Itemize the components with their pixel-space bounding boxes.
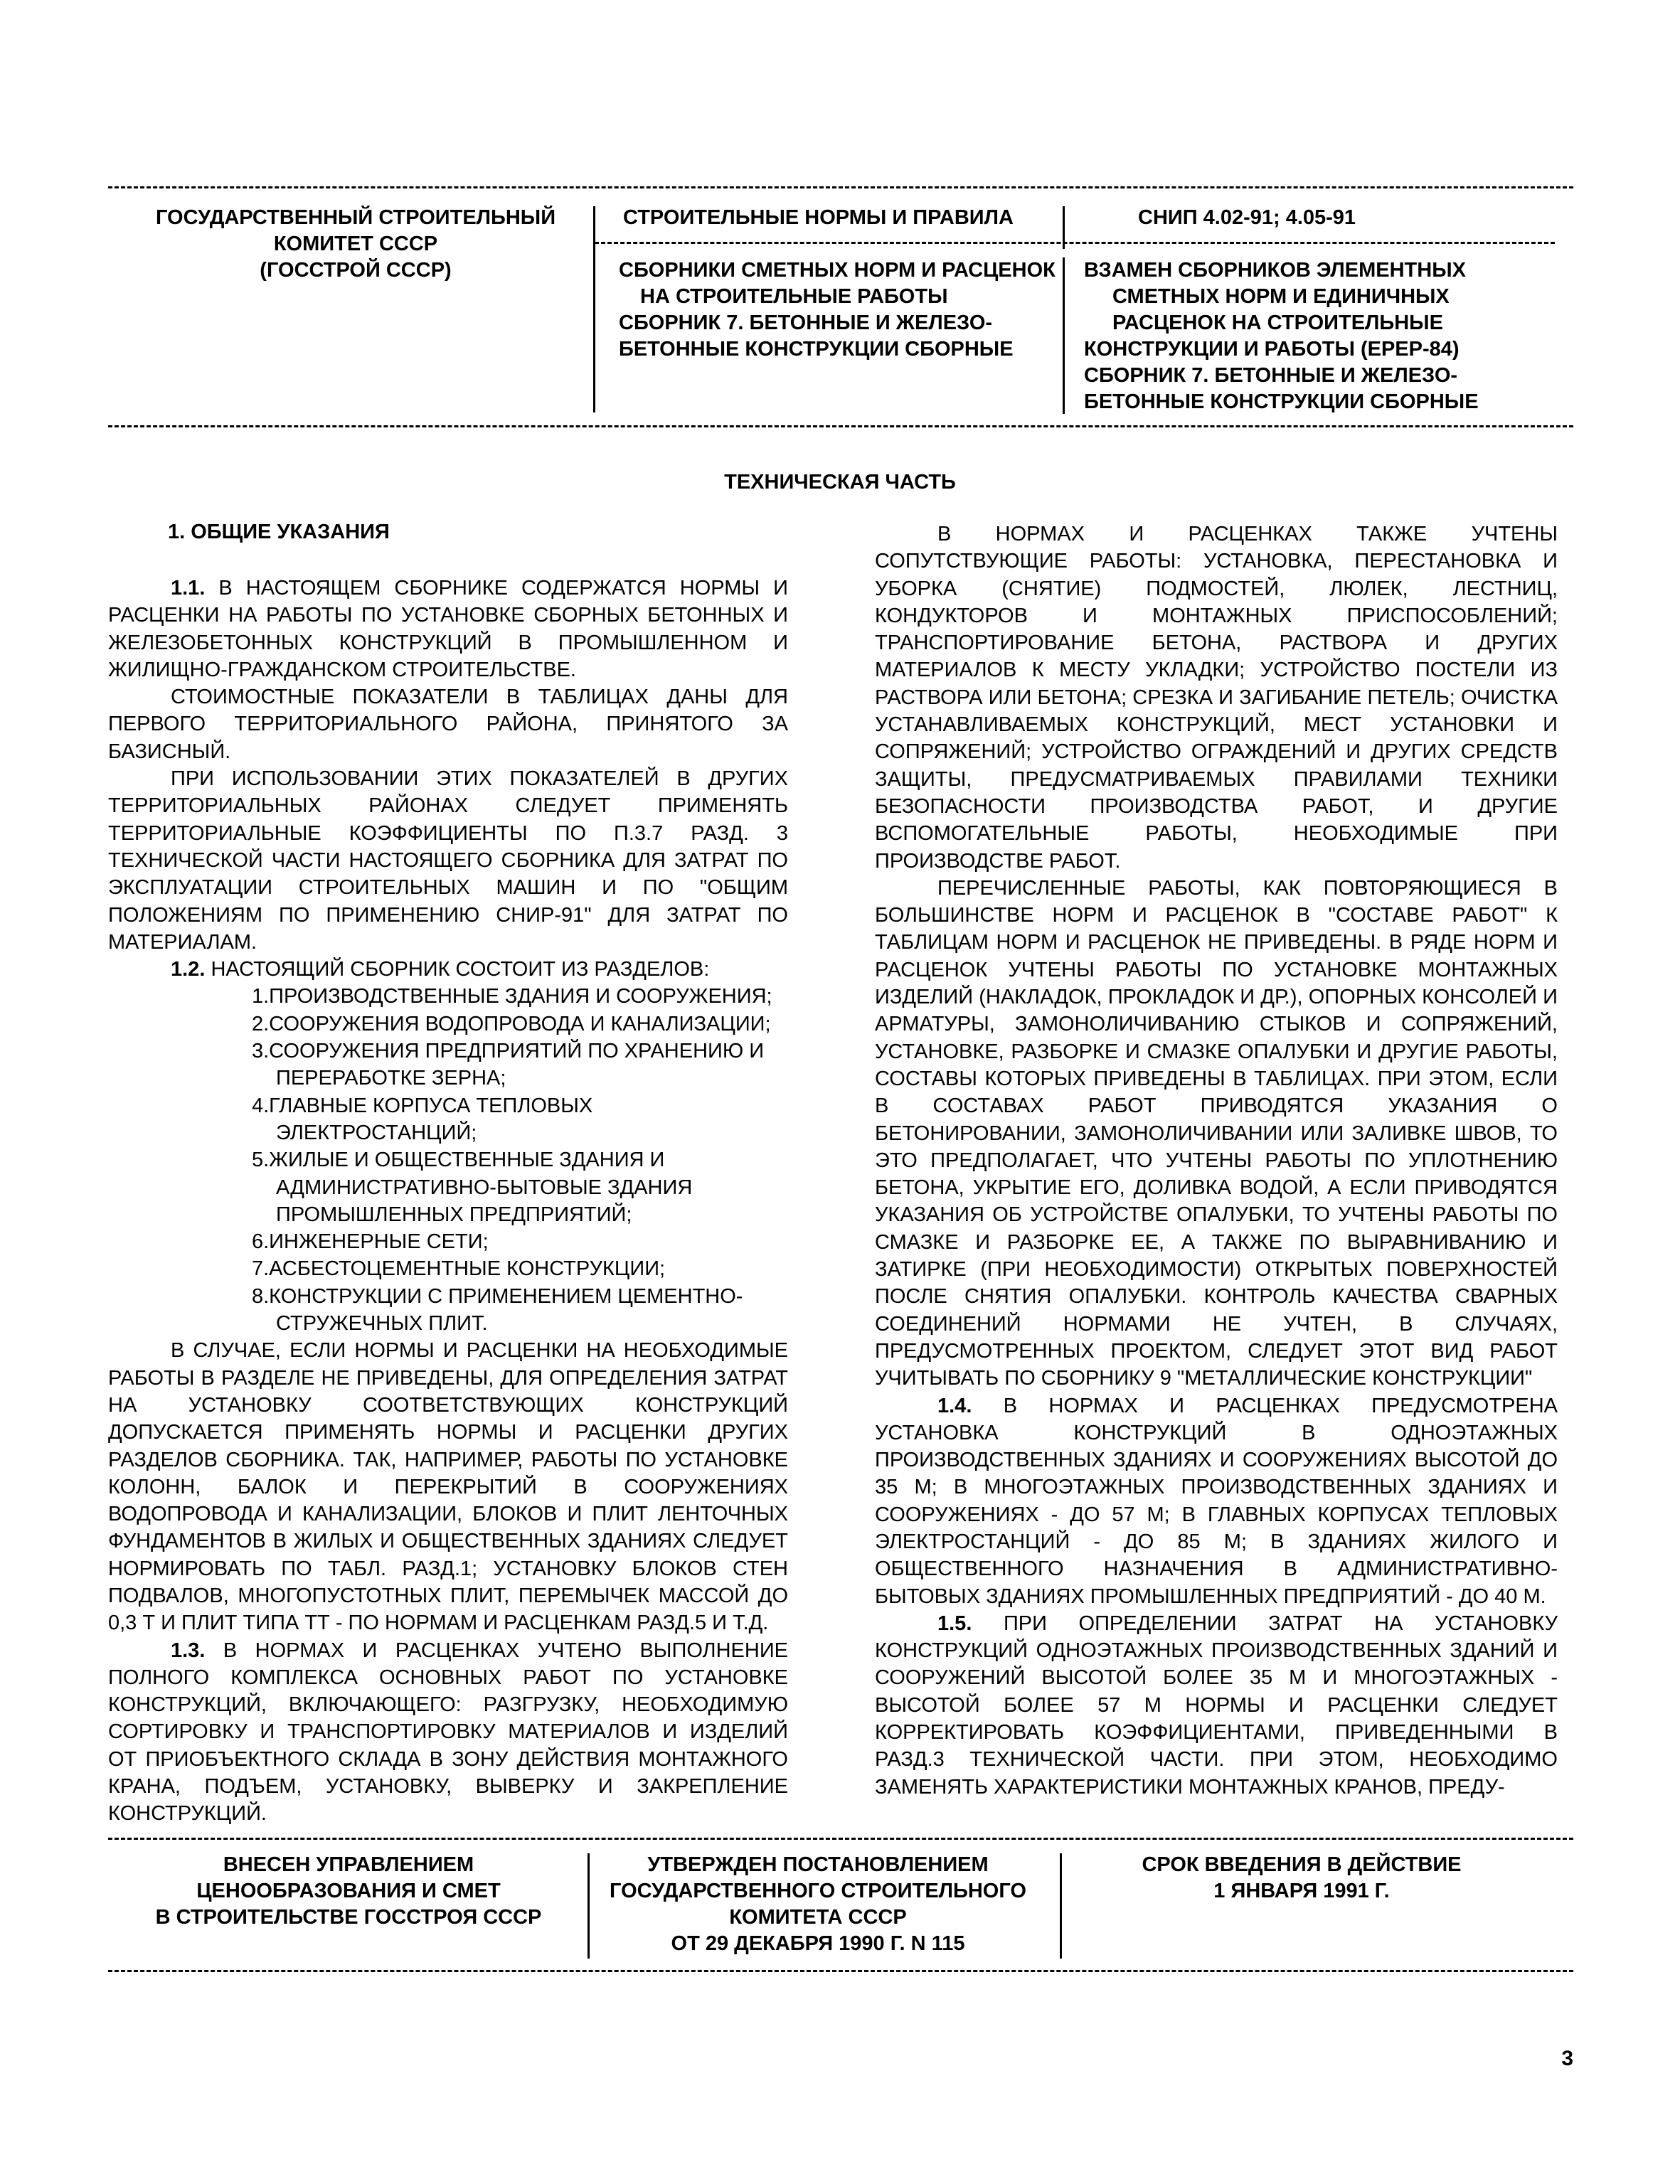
header-doc-type: СТРОИТЕЛЬНЫЕ НОРМЫ И ПРАВИЛА <box>623 206 1014 229</box>
header-org: ГОСУДАРСТВЕННЫЙ СТРОИТЕЛЬНЫЙ КОМИТЕТ СССР (ГОССТРОЙ СССР) <box>155 206 556 282</box>
para-accompanying-works: В НОРМАХ И РАСЦЕНКАХ ТАКЖЕ УЧТЕНЫ СОПУТСТВУЮЩИЕ РАБОТЫ: УСТАНОВКА, ПЕРЕСТАНОВКА И УБОРКА (СНЯТИЕ) ПОДМОСТЕЙ, ЛЮЛЕК, ЛЕСТНИЦ, КОНДУКТОРОВ И МОНТАЖНЫХ ПРИСПОСОБЛЕНИЙ; ТРАНСПОРТИРОВАНИЕ БЕТОНА, РАСТВОРА И ДРУГИХ МАТЕРИАЛОВ К МЕСТУ УКЛАДКИ; УСТРОЙСТВО ПОСТЕЛИ ИЗ РАСТВОРА ИЛИ БЕТОНА; СРЕЗКА И ЗАГИБАНИЕ ПЕТЕЛЬ; ОЧИСТКА УСТАНАВЛИВАЕМЫХ КОНСТРУКЦИЙ, МЕСТ УСТАНОВКИ И СОПРЯЖЕНИЙ; УСТРОЙСТВО ОГРАЖДЕНИЙ И ДРУГИХ СРЕДСТВ ЗАЩИТЫ, ПРЕДУСМАТРИВАЕМЫХ ПРАВИЛАМИ ТЕХНИКИ БЕЗОПАСНОСТИ ПРОИЗВОДСТВА РАБОТ, И ДРУГИЕ ВСПОМОГАТЕЛЬНЫЕ РАБОТЫ, НЕОБХОДИМЫЕ ПРИ ПРОИЗВОДСТВЕ РАБОТ. <box>875 523 1558 873</box>
para-cost-indicators: СТОИМОСТНЫЕ ПОКАЗАТЕЛИ В ТАБЛИЦАХ ДАНЫ ДЛЯ ПЕРВОГО ТЕРРИТОРИАЛЬНОГО РАЙОНА, ПРИНЯТОГО ЗА БАЗИСНЫЙ. <box>108 686 788 763</box>
header-collection-title: СБОРНИКИ СМЕТНЫХ НОРМ И РАСЦЕНОК НА СТРОИТЕЛЬНЫЕ РАБОТЫ СБОРНИК 7. БЕТОННЫЕ И ЖЕЛЕЗО- БЕТОННЫЕ КОНСТРУКЦИИ СБОРНЫЕ <box>619 259 1056 361</box>
header-inner-rule <box>595 242 1555 244</box>
header-doc-code: СНИП 4.02-91; 4.05-91 <box>1138 206 1356 229</box>
sections-list <box>108 983 788 1337</box>
footer-divider-2 <box>1060 1853 1062 1959</box>
para-territorial: ПРИ ИСПОЛЬЗОВАНИИ ЭТИХ ПОКАЗАТЕЛЕЙ В ДРУГИХ ТЕРРИТОРИАЛЬНЫХ РАЙОНАХ СЛЕДУЕТ ПРИМЕНЯТЬ ТЕРРИТОРИАЛЬНЫЕ КОЭФФИЦИЕНТЫ ПО П.3.7 РАЗД. 3 ТЕХНИЧЕСКОЙ ЧАСТИ НАСТОЯЩЕГО СБОРНИКА ДЛЯ ЗАТРАТ ПО ЭКСПЛУАТАЦИИ СТРОИТЕЛЬНЫХ МАШИН И ПО "ОБЩИМ ПОЛОЖЕНИЯМ ПО ПРИМЕНЕНИЮ СНИР-91" ДЛЯ ЗАТРАТ ПО МАТЕРИАЛАМ. <box>108 767 788 954</box>
chapter-title: 1. ОБЩИЕ УКАЗАНИЯ <box>168 521 390 543</box>
para-1-3: 1.3. В НОРМАХ И РАСЦЕНКАХ УЧТЕНО ВЫПОЛНЕНИЕ ПОЛНОГО КОМПЛЕКСА ОСНОВНЫХ РАБОТ ПО УСТАНОВКЕ КОНСТРУКЦИЙ, ВКЛЮЧАЮЩЕГО: РАЗГРУЗКУ, НЕОБХОДИМУЮ СОРТИРОВКУ И ТРАНСПОРТИРОВКУ МАТЕРИАЛОВ И ИЗДЕЛИЙ ОТ ПРИОБЪЕКТНОГО СКЛАДА В ЗОНУ ДЕЙСТВИЯ МОНТАЖНОГО КРАНА, ПОДЪЕМ, УСТАНОВКУ, ВЫВЕРКУ И ЗАКРЕПЛЕНИЕ КОНСТРУКЦИЙ. <box>108 1639 789 1826</box>
page-number: 3 <box>1561 2047 1573 2070</box>
footer-introduced: ВНЕСЕН УПРАВЛЕНИЕМ ЦЕНООБРАЗОВАНИЯ И СМЕТ В СТРОИТЕЛЬСТВЕ ГОССТРОЯ СССР <box>155 1853 542 1929</box>
para-1-5: 1.5. ПРИ ОПРЕДЕЛЕНИИ ЗАТРАТ НА УСТАНОВКУ КОНСТРУКЦИЙ ОДНОЭТАЖНЫХ ПРОИЗВОДСТВЕННЫХ ЗДАНИЙ И СООРУЖЕНИЙ ВЫСОТОЙ БОЛЕЕ 35 М И МНОГОЭТАЖНЫХ - ВЫСОТОЙ БОЛЕЕ 57 М НОРМЫ И РАСЦЕНКИ СЛЕДУЕТ КОРРЕКТИРОВАТЬ КОЭФФИЦИЕНТАМИ, ПРИВЕДЕННЫМИ В РАЗД.3 ТЕХНИЧЕСКОЙ ЧАСТИ. ПРИ ЭТОМ, НЕОБХОДИМО ЗАМЕНЯТЬ ХАРАКТЕРИСТИКИ МОНТАЖНЫХ КРАНОВ, ПРЕДУ- <box>875 1612 1558 1799</box>
header-divider-3 <box>1063 257 1065 414</box>
list-item: 7.АСБЕСТОЦЕМЕНТНЫЕ КОНСТРУКЦИИ; <box>252 1257 666 1281</box>
list-item: 3.СООРУЖЕНИЯ ПРЕДПРИЯТИЙ ПО ХРАНЕНИЮ И ПЕРЕРАБОТКЕ ЗЕРНА; <box>252 1040 765 1090</box>
list-item: 8.КОНСТРУКЦИИ С ПРИМЕНЕНИЕМ ЦЕМЕНТНО-СТРУЖЕЧНЫХ ПЛИТ. <box>252 1284 743 1336</box>
header-top-rule <box>108 186 1573 188</box>
para-1-4: 1.4. В НОРМАХ И РАСЦЕНКАХ ПРЕДУСМОТРЕНА УСТАНОВКА КОНСТРУКЦИЙ В ОДНОЭТАЖНЫХ ПРОИЗВОДСТВЕННЫХ ЗДАНИЯХ И СООРУЖЕНИЯХ ВЫСОТОЙ ДО 35 М; В МНОГОЭТАЖНЫХ ПРОИЗВОДСТВЕННЫХ ЗДАНИЯХ И СООРУЖЕНИЯХ - ДО 57 М; В ГЛАВНЫХ КОРПУСАХ ТЕПЛОВЫХ ЭЛЕКТРОСТАНЦИЙ - ДО 85 М; В ЗДАНИЯХ ЖИЛОГО И ОБЩЕСТВЕННОГО НАЗНАЧЕНИЯ В АДМИНИСТРАТИВНО-БЫТОВЫХ ЗДАНИЯХ ПРОМЫШЛЕННЫХ ПРЕДПРИЯТИЙ - ДО 40 М. <box>875 1394 1558 1608</box>
list-item: 2.СООРУЖЕНИЯ ВОДОПРОВОДА И КАНАЛИЗАЦИИ; <box>252 1012 771 1035</box>
footer-approved: УТВЕРЖДЕН ПОСТАНОВЛЕНИЕМ ГОСУДАРСТВЕННОГО СТРОИТЕЛЬНОГО КОМИТЕТА СССР ОТ 29 ДЕКАБРЯ 1990 Г. N 115 <box>610 1853 1026 1955</box>
footer-effective: СРОК ВВЕДЕНИЯ В ДЕЙСТВИЕ 1 ЯНВАРЯ 1991 Г. <box>1142 1853 1462 1902</box>
list-item: 6.ИНЖЕНЕРНЫЕ СЕТИ; <box>252 1230 489 1254</box>
section-title: ТЕХНИЧЕСКАЯ ЧАСТЬ <box>724 471 956 494</box>
para-missing-norms: В СЛУЧАЕ, ЕСЛИ НОРМЫ И РАСЦЕНКИ НА НЕОБХОДИМЫЕ РАБОТЫ В РАЗДЕЛЕ НЕ ПРИВЕДЕНЫ, ДЛЯ ОПРЕДЕЛЕНИЯ ЗАТРАТ НА УСТАНОВКУ СООТВЕТСТВУЮЩИХ КОНСТРУКЦИЙ ДОПУСКАЕТСЯ ПРИМЕНЯТЬ НОРМЫ И РАСЦЕНКИ ДРУГИХ РАЗДЕЛОВ СБОРНИКА. ТАК, НАПРИМЕР, РАБОТЫ ПО УСТАНОВКЕ КОЛОНН, БАЛОК И ПЕРЕКРЫТИЙ В СООРУЖЕНИЯХ ВОДОПРОВОДА И КАНАЛИЗАЦИИ, БЛОКОВ И ПЛИТ ЛЕНТОЧНЫХ ФУНДАМЕНТОВ В ЖИЛЫХ И ОБЩЕСТВЕННЫХ ЗДАНИЯХ СЛЕДУЕТ НОРМИРОВАТЬ ПО ТАБЛ. РАЗД.1; УСТАНОВКУ БЛОКОВ СТЕН ПОДВАЛОВ, МНОГОПУСТОТНЫХ ПЛИТ, ПЕРЕМЫЧЕК МАССОЙ ДО 0,3 Т И ПЛИТ ТИПА ТТ - ПО НОРМАМ И РАСЦЕНКАМ РАЗД.5 И Т.Д. <box>108 1339 788 1635</box>
right-column <box>875 521 1558 1801</box>
footer-bottom-rule <box>108 1970 1573 1972</box>
header-bottom-rule <box>108 425 1573 427</box>
footer-divider-1 <box>588 1853 590 1959</box>
para-listed-works: ПЕРЕЧИСЛЕННЫЕ РАБОТЫ, КАК ПОВТОРЯЮЩИЕСЯ В БОЛЬШИНСТВЕ НОРМ И РАСЦЕНОК В "СОСТАВЕ РАБОТ" К ТАБЛИЦАМ НОРМ И РАСЦЕНОК НЕ ПРИВЕДЕНЫ. В РЯДЕ НОРМ И РАСЦЕНОК УЧТЕНЫ РАБОТЫ ПО УСТАНОВКЕ МОНТАЖНЫХ ИЗДЕЛИЙ (НАКЛАДОК, ПРОКЛАДОК И ДР.), ОПОРНЫХ КОНСОЛЕЙ И АРМАТУРЫ, ЗАМОНОЛИЧИВАНИЮ СТЫКОВ И СОПРЯЖЕНИЙ, УСТАНОВКЕ, РАЗБОРКЕ И СМАЗКЕ ОПАЛУБКИ И ДРУГИЕ РАБОТЫ, СОСТАВЫ КОТОРЫХ ПРИВЕДЕНЫ В ТАБЛИЦАХ. ПРИ ЭТОМ, ЕСЛИ В СОСТАВАХ РАБОТ ПРИВОДЯТСЯ УКАЗАНИЯ О БЕТОНИРОВАНИИ, ЗАМОНОЛИЧИВАНИИ ИЛИ ЗАЛИВКЕ ШВОВ, ТО ЭТО ПРЕДПОЛАГАЕТ, ЧТО УЧТЕНЫ РАБОТЫ ПО УПЛОТНЕНИЮ БЕТОНА, УКРЫТИЕ ЕГО, ДОЛИВКА ВОДОЙ, А ЕСЛИ ПРИВОДЯТСЯ УКАЗАНИЯ ОБ УСТРОЙСТВЕ ОПАЛУБКИ, ТО УЧТЕНЫ РАБОТЫ ПО СМАЗКЕ И РАЗБОРКЕ ЕЕ, А ТАКЖЕ ПО ВЫРАВНИВАНИЮ И ЗАТИРКЕ (ПРИ НЕОБХОДИМОСТИ) ОТКРЫТЫХ ПОВЕРХНОСТЕЙ ПОСЛЕ СНЯТИЯ ОПАЛУБКИ. КОНТРОЛЬ КАЧЕСТВА СВАРНЫХ СОЕДИНЕНИЙ НОРМАМИ НЕ УЧТЕН, В СЛУЧАЯХ, ПРЕДУСМОТРЕННЫХ ПРОЕКТОМ, СЛЕДУЕТ ЭТОТ ВИД РАБОТ УЧИТЫВАТЬ ПО СБОРНИКУ 9 "МЕТАЛЛИЧЕСКИЕ КОНСТРУКЦИИ" <box>875 876 1558 1390</box>
para-1-1: 1.1. В НАСТОЯЩЕМ СБОРНИКЕ СОДЕРЖАТСЯ НОРМЫ И РАСЦЕНКИ НА РАБОТЫ ПО УСТАНОВКЕ СБОРНЫХ БЕТОННЫХ И ЖЕЛЕЗОБЕТОННЫХ КОНСТРУКЦИЙ В ПРОМЫШЛЕННОМ И ЖИЛИЩНО-ГРАЖДАНСКОМ СТРОИТЕЛЬСТВЕ. <box>108 577 788 681</box>
list-item: 5.ЖИЛЫЕ И ОБЩЕСТВЕННЫЕ ЗДАНИЯ И АДМИНИСТРАТИВНО-БЫТОВЫЕ ЗДАНИЯ ПРОМЫШЛЕННЫХ ПРЕДПРИЯТИЙ; <box>252 1149 693 1226</box>
list-item: 1.ПРОИЗВОДСТВЕННЫЕ ЗДАНИЯ И СООРУЖЕНИЯ; <box>252 985 772 1008</box>
left-column <box>108 575 788 1828</box>
header-replaces: ВЗАМЕН СБОРНИКОВ ЭЛЕМЕНТНЫХ СМЕТНЫХ НОРМ И ЕДИНИЧНЫХ РАСЦЕНОК НА СТРОИТЕЛЬНЫЕ КОНСТРУКЦИИ И РАБОТЫ (ЕРЕР-84) СБОРНИК 7. БЕТОННЫЕ И ЖЕЛЕЗО- БЕТОННЫЕ КОНСТРУКЦИИ СБОРНЫЕ <box>1084 259 1479 413</box>
para-1-2: 1.2. НАСТОЯЩИЙ СБОРНИК СОСТОИТ ИЗ РАЗДЕЛОВ: <box>171 958 710 981</box>
footer-top-rule <box>108 1838 1573 1840</box>
list-item: 4.ГЛАВНЫЕ КОРПУСА ТЕПЛОВЫХ ЭЛЕКТРОСТАНЦИЙ; <box>252 1094 593 1144</box>
header-divider-1 <box>593 206 595 412</box>
